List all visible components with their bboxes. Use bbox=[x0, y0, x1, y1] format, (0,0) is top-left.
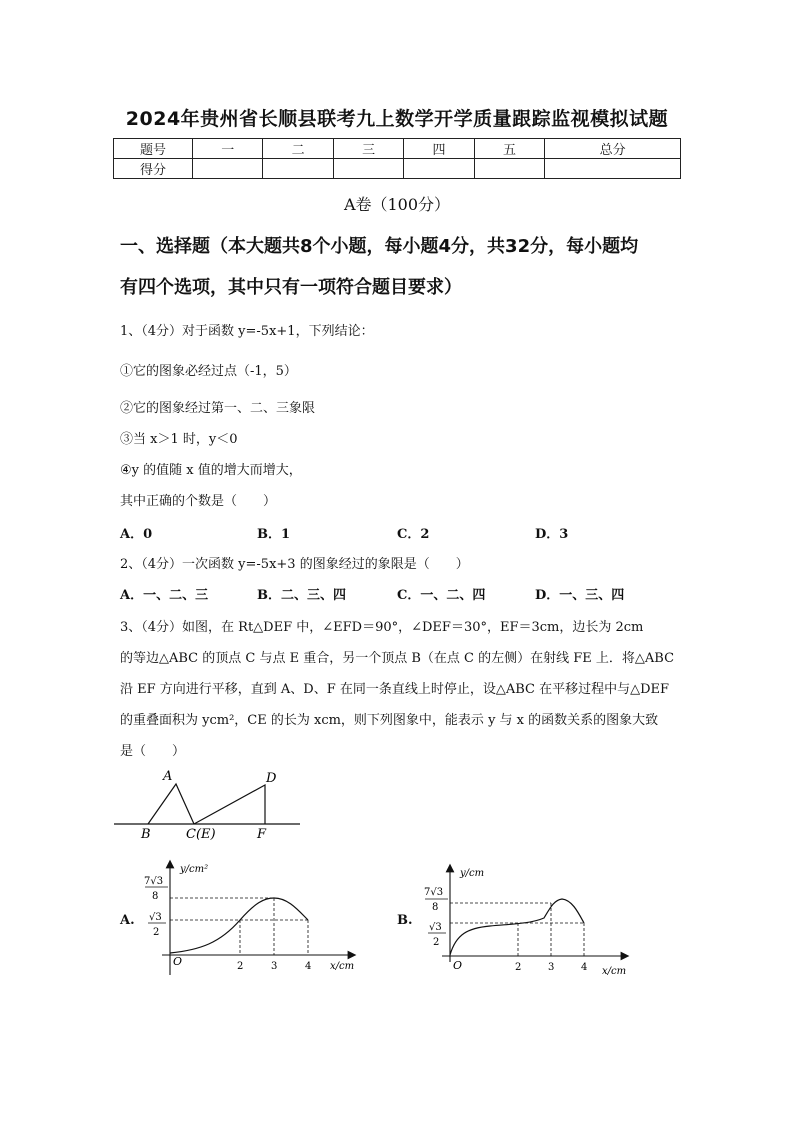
triangle-figure bbox=[110, 765, 310, 845]
graph-a-xtick-2: 2 bbox=[237, 961, 244, 972]
graph-a-ytick-mid-num: √3 bbox=[149, 912, 162, 923]
graph-a-ytick-top-den: 8 bbox=[152, 891, 159, 902]
q3-line-2: 的等边△ABC 的顶点 C 与点 E 重合，另一个顶点 B（在点 C 的左侧）在射线 FE 上．将△ABC bbox=[120, 651, 675, 666]
q1-statement-3: ③当 x＞1 时，y＜0 bbox=[120, 432, 238, 447]
graph-b-y-label: y/cm bbox=[460, 868, 485, 879]
graph-b bbox=[420, 862, 635, 980]
q1-stem: 1、（4分）对于函数 y=-5x+1，下列结论： bbox=[120, 324, 374, 339]
section-juan: A卷（100分） bbox=[343, 195, 451, 214]
score-table-score-row bbox=[114, 159, 681, 179]
q2-option-d[interactable]: D．一、三、四 bbox=[535, 588, 625, 603]
q1-option-d[interactable]: D．3 bbox=[535, 527, 569, 542]
graph-b-ytick-top-num: 7√3 bbox=[424, 887, 444, 898]
label-b: B bbox=[141, 827, 151, 842]
q3-line-4: 的重叠面积为 ycm²，CE 的长为 xcm，则下列图象中，能表示 y 与 x 的函数关系的图象大致 bbox=[120, 713, 659, 728]
score-header-cell: 题号 bbox=[114, 139, 193, 159]
score-cell[interactable] bbox=[193, 159, 263, 179]
graph-a-y-label: y/cm² bbox=[180, 864, 209, 875]
triangle-def bbox=[194, 785, 265, 824]
label-ce: C(E) bbox=[186, 827, 216, 842]
score-header-cell: 四 bbox=[404, 139, 474, 159]
q1-statement-1: ①它的图象必经过点（-1，5） bbox=[120, 364, 297, 379]
score-cell[interactable] bbox=[263, 159, 333, 179]
graph-b-x-label: x/cm bbox=[602, 966, 627, 977]
label-d: D bbox=[266, 771, 277, 786]
q3-line-5: 是（ ） bbox=[120, 744, 186, 759]
q1-option-b[interactable]: B．1 bbox=[257, 527, 291, 542]
graph-a-option-label[interactable]: A. bbox=[120, 913, 135, 928]
page-title: 2024年贵州省长顺县联考九上数学开学质量跟踪监视模拟试题 bbox=[125, 108, 669, 130]
score-header-cell: 五 bbox=[474, 139, 544, 159]
q1-option-a[interactable]: A．0 bbox=[120, 527, 153, 542]
graph-b-curve bbox=[450, 899, 584, 955]
graph-b-xtick-4: 4 bbox=[581, 962, 588, 973]
q3-line-3: 沿 EF 方向进行平移，直到 A、D、F 在同一条直线上时停止，设△ABC 在平移过程中与△DEF bbox=[120, 682, 670, 697]
label-f: F bbox=[257, 827, 267, 842]
graph-a-xtick-4: 4 bbox=[305, 961, 312, 972]
graph-b-ytick-mid-den: 2 bbox=[433, 937, 440, 948]
score-cell[interactable] bbox=[333, 159, 403, 179]
section-heading-line1: 一、选择题（本大题共8个小题，每小题4分，共32分，每小题均 bbox=[120, 236, 639, 257]
graph-a bbox=[140, 858, 365, 983]
q2-option-b[interactable]: B．二、三、四 bbox=[257, 588, 346, 603]
score-cell[interactable] bbox=[474, 159, 544, 179]
q2-option-c[interactable]: C．一、二、四 bbox=[397, 588, 486, 603]
q1-statement-2: ②它的图象经过第一、二、三象限 bbox=[120, 401, 316, 416]
score-table bbox=[113, 138, 681, 179]
graph-b-ytick-mid-num: √3 bbox=[429, 922, 442, 933]
score-cell[interactable] bbox=[404, 159, 474, 179]
score-row-label: 得分 bbox=[114, 159, 193, 179]
graph-a-xtick-3: 3 bbox=[271, 961, 278, 972]
graph-b-xtick-2: 2 bbox=[515, 962, 522, 973]
graph-a-origin: O bbox=[173, 955, 183, 968]
score-header-cell: 总分 bbox=[545, 139, 681, 159]
graph-a-ytick-mid-den: 2 bbox=[153, 927, 160, 938]
score-header-cell: 一 bbox=[193, 139, 263, 159]
q3-line-1: 3、（4分）如图，在 Rt△DEF 中，∠EFD＝90°，∠DEF＝30°，EF＝3cm，边长为 2cm bbox=[120, 620, 644, 635]
graph-a-ytick-top-num: 7√3 bbox=[144, 876, 164, 887]
graph-b-xtick-3: 3 bbox=[548, 962, 555, 973]
q2-stem: 2、（4分）一次函数 y=-5x+3 的图象经过的象限是（ ） bbox=[120, 557, 469, 572]
graph-b-ytick-top-den: 8 bbox=[432, 902, 439, 913]
score-header-cell: 三 bbox=[333, 139, 403, 159]
q1-ask: 其中正确的个数是（ ） bbox=[120, 494, 277, 509]
q1-option-c[interactable]: C．2 bbox=[397, 527, 430, 542]
score-table-header-row bbox=[114, 139, 681, 159]
graph-a-x-label: x/cm bbox=[330, 961, 355, 972]
graph-a-curve bbox=[170, 898, 308, 953]
graph-b-origin: O bbox=[453, 959, 463, 972]
q1-statement-4: ④y 的值随 x 值的增大而增大， bbox=[120, 463, 302, 478]
q2-option-a[interactable]: A．一、二、三 bbox=[120, 588, 209, 603]
graph-b-option-label[interactable]: B. bbox=[397, 913, 413, 928]
section-heading-line2: 有四个选项，其中只有一项符合题目要求） bbox=[120, 277, 462, 298]
label-a: A bbox=[163, 769, 173, 784]
score-cell[interactable] bbox=[545, 159, 681, 179]
score-header-cell: 二 bbox=[263, 139, 333, 159]
triangle-abc bbox=[148, 784, 194, 824]
